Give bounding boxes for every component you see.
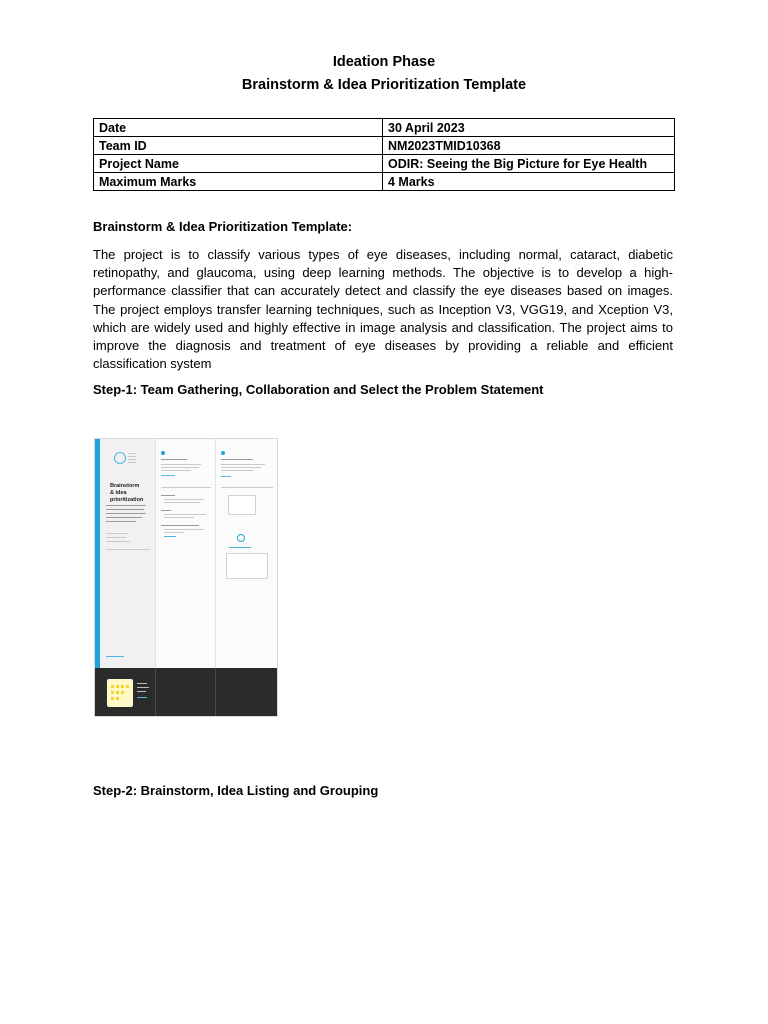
info-label: Maximum Marks: [94, 173, 383, 191]
page-title: Ideation Phase: [332, 54, 436, 70]
sticky-notes-preview: [107, 679, 133, 707]
info-value: 4 Marks: [383, 173, 675, 191]
page-subtitle: Brainstorm & Idea Prioritization Template: [241, 77, 527, 93]
table-row: [94, 155, 675, 173]
brainstorm-template-screenshot: [94, 438, 278, 717]
table-row: [94, 173, 675, 191]
template-step2-panel: [215, 439, 278, 668]
lightbulb-icon: [114, 452, 126, 464]
step1-heading: Step-1: Team Gathering, Collaboration and Select the Problem Statement: [93, 382, 544, 397]
info-value: 30 April 2023: [383, 119, 675, 137]
info-label: Date: [94, 119, 383, 137]
section-heading: Brainstorm & Idea Prioritization Template:: [93, 219, 353, 234]
problem-statement-card: [228, 495, 256, 515]
step2-heading: Step-2: Brainstorm, Idea Listing and Grouping: [93, 783, 379, 798]
template-step1-panel: [155, 439, 216, 668]
info-value: ODIR: Seeing the Big Picture for Eye Health: [383, 155, 675, 173]
grouping-card: [226, 553, 268, 579]
info-label: Project Name: [94, 155, 383, 173]
table-row: [94, 119, 675, 137]
info-label: Team ID: [94, 137, 383, 155]
table-row: [94, 137, 675, 155]
template-title: Brainstorm & idea prioritization: [110, 483, 144, 503]
info-value: NM2023TMID10368: [383, 137, 675, 155]
info-table: [93, 118, 675, 191]
template-intro-panel: [100, 439, 155, 668]
project-description: The project is to classify various types of eye diseases, including normal, cataract, diabetic retinopathy, and glaucoma, using deep learning methods. The objective is to develop a high-performance classifier that can accurately detect and classify the eye diseases based on images. The project employs transfer learning techniques, such as Inception V3, VGG19, and Xception V3, which are widely used and highly effective in image analysis and classification. The project aims to improve the diagnosis and treatment of eye diseases by providing a reliable and efficient classification system: [93, 247, 673, 372]
